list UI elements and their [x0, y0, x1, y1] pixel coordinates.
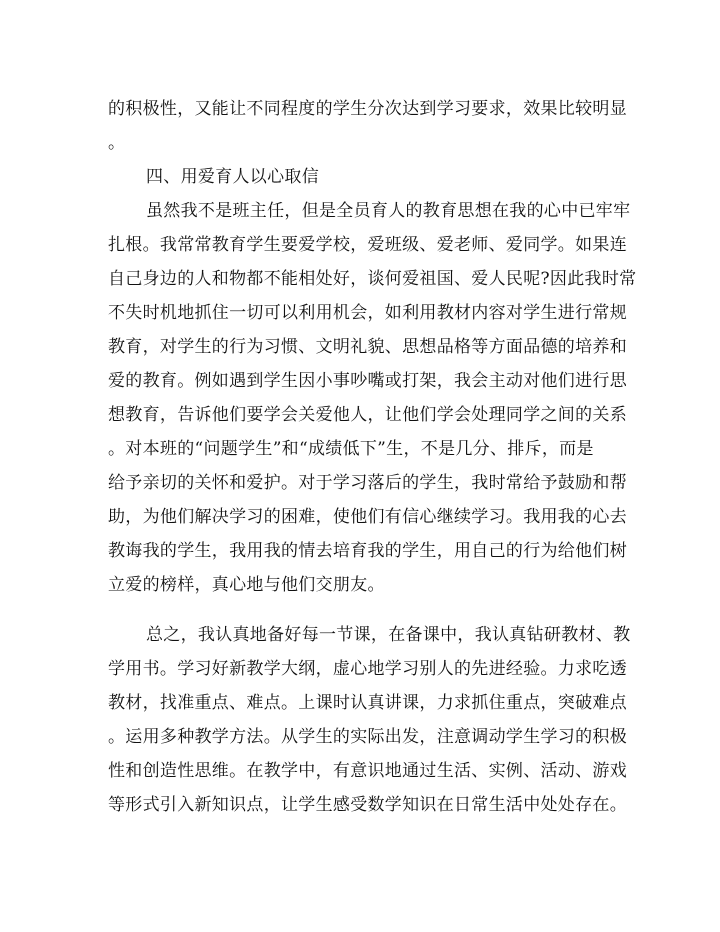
- text-line: 想教育，告诉他们要学会关爱他人，让他们学会处理同学之间的关系: [108, 405, 627, 425]
- text-line: 不失时机地抓住一切可以利用机会，如利用教材内容对学生进行常规: [108, 303, 627, 323]
- text-line: 立爱的榜样，真心地与他们交朋友。: [108, 575, 385, 595]
- text-line: 自己身边的人和物都不能相处好，谈何爱祖国、爱人民呢?因此我时常: [108, 269, 637, 289]
- text-line: 。对本班的“问题学生”和“成绩低下”生，不是几分、排斥，而是: [108, 439, 594, 459]
- text-line: 教育，对学生的行为习惯、文明礼貌、思想品格等方面品德的培养和: [108, 337, 627, 357]
- paragraph-love-education: [108, 194, 637, 602]
- text-line: 教材，找准重点、难点。上课时认真讲课，力求抓住重点，突破难点: [108, 693, 627, 713]
- text-line: 教诲我的学生，我用我的情去培育我的学生，用自己的行为给他们树: [108, 541, 627, 561]
- section-heading-block: [108, 160, 616, 194]
- text-line: 虽然我不是班主任，但是全员育人的教育思想在我的心中已牢牢: [146, 201, 631, 221]
- text-line: 等形式引入新知识点，让学生感受数学知识在日常生活中处处存在。: [108, 795, 627, 815]
- section-heading: 四、用爱育人以心取信: [146, 167, 319, 187]
- text-line: 学用书。学习好新教学大纲，虚心地学习别人的先进经验。力求吃透: [108, 659, 627, 679]
- text-line: 的积极性，又能让不同程度的学生分次达到学习要求，效果比较明显: [108, 99, 627, 119]
- text-line: 给予亲切的关怀和爱护。对于学习落后的学生，我时常给予鼓励和帮: [108, 473, 627, 493]
- text-line: 。: [108, 133, 126, 153]
- text-line: 助，为他们解决学习的困难，使他们有信心继续学习。我用我的心去: [108, 507, 627, 527]
- text-line: 扎根。我常常教育学生要爱学校，爱班级、爱老师、爱同学。如果连: [108, 235, 627, 255]
- text-line: 总之，我认真地备好每一节课，在备课中，我认真钻研教材、教: [146, 625, 631, 645]
- text-line: 爱的教育。例如遇到学生因小事吵嘴或打架，我会主动对他们进行思: [108, 371, 627, 391]
- paragraph-summary: [108, 618, 631, 822]
- continuation-paragraph: [108, 92, 627, 160]
- text-line: 性和创造性思维。在教学中，有意识地通过生活、实例、活动、游戏: [108, 761, 627, 781]
- text-line: 。运用多种教学方法。从学生的实际出发，注意调动学生学习的积极: [108, 727, 627, 747]
